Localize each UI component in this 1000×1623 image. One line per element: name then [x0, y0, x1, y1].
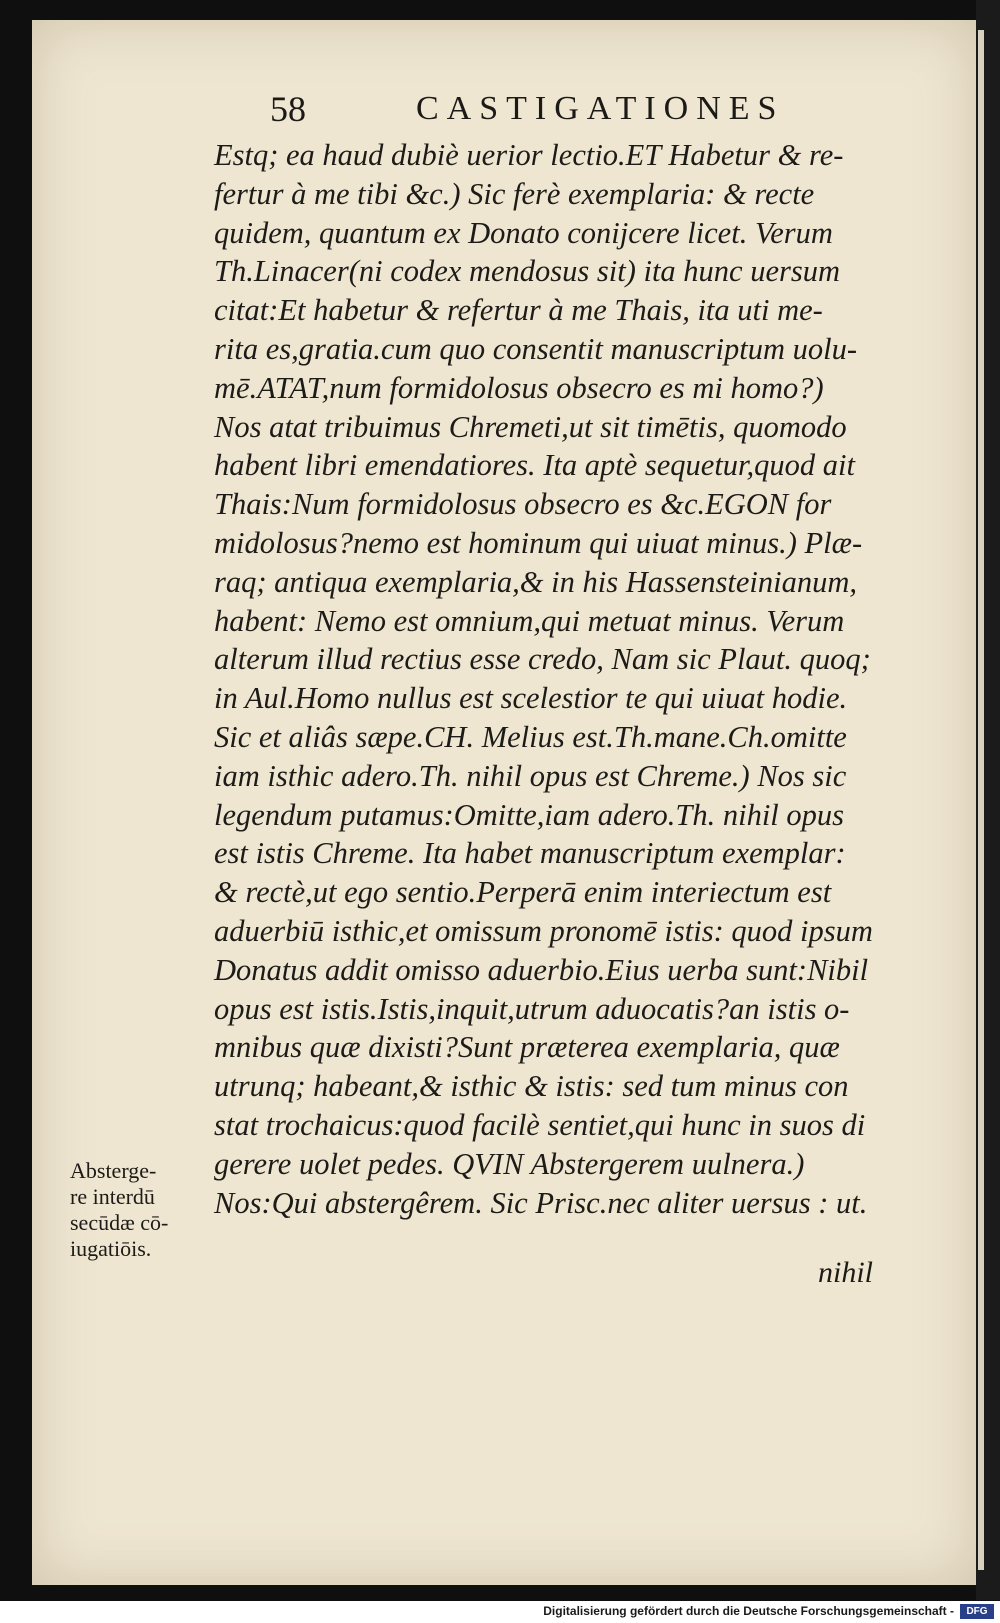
text-line: & rectè,ut ego sentio.Perperā enim interiectum est: [214, 875, 832, 910]
margin-note-line: Absterge-: [70, 1158, 157, 1183]
funding-credit: Digitalisierung gefördert durch die Deutsche Forschungsgemeinschaft -: [543, 1604, 954, 1618]
text-line: quidem, quantum ex Donato conijcere licet. Verum: [214, 215, 833, 250]
main-text: [214, 136, 914, 1222]
page-header: [270, 88, 790, 138]
text-line: Nos:Qui abstergêrem. Sic Prisc.nec aliter uersus : ut.: [214, 1185, 868, 1220]
text-line: Thais:Num formidolosus obsecro es &c.EGON for: [214, 487, 832, 522]
text-line: rita es,gratia.cum quo consentit manuscriptum uolu-: [214, 331, 858, 366]
text-line: midolosus?nemo est hominum qui uiuat minus.) Plæ-: [214, 525, 863, 560]
text-line: legendum putamus:Omitte,iam adero.Th. nihil opus: [214, 797, 845, 832]
text-line: Estq; ea haud dubiè uerior lectio.ET Habetur & re-: [214, 138, 844, 172]
footer-bar: [0, 1601, 1000, 1623]
text-line: fertur à me tibi &c.) Sic ferè exemplaria: & recte: [214, 176, 815, 211]
text-line: Donatus addit omisso aduerbio.Eius uerba sunt:Nibil: [214, 952, 869, 987]
catchword: nihil: [818, 1256, 874, 1289]
page-number: 58: [270, 89, 306, 129]
text-line: stat trochaicus:quod facilè sentiet,qui hunc in suos di: [214, 1107, 866, 1142]
text-line: Nos atat tribuimus Chremeti,ut sit timētis, quomodo: [214, 409, 847, 444]
dfg-logo: DFG: [960, 1604, 994, 1619]
text-line: mē.ATAT,num formidolosus obsecro es mi homo?): [214, 370, 824, 405]
running-head: CASTIGATIONES: [416, 90, 785, 127]
margin-note: [70, 1158, 210, 1262]
page-fold: [978, 30, 984, 1570]
text-line: citat:Et habetur & refertur à me Thais, ita uti me-: [214, 293, 823, 328]
margin-note-line: iugatiōis.: [70, 1236, 152, 1261]
margin-note-line: secūdæ cō-: [70, 1210, 169, 1235]
text-line: Th.Linacer(ni codex mendosus sit) ita hunc uersum: [214, 254, 841, 289]
text-line: est istis Chreme. Ita habet manuscriptum exemplar:: [214, 836, 846, 871]
text-line: raq; antiqua exemplaria,& in his Hassensteinianum,: [214, 564, 858, 599]
margin-note-line: re interdū: [70, 1184, 155, 1209]
text-line: habent: Nemo est omnium,qui metuat minus. Verum: [214, 603, 845, 638]
page-edge: [976, 0, 1000, 1600]
text-line: in Aul.Homo nullus est scelestior te qui uiuat hodie.: [214, 681, 848, 716]
text-line: alterum illud rectius esse credo, Nam sic Plaut. quoq;: [214, 642, 871, 677]
text-line: mnibus quæ dixisti?Sunt præterea exemplaria, quæ: [214, 1030, 840, 1065]
text-line: habent libri emendatiores. Ita aptè sequetur,quod ait: [214, 448, 855, 483]
text-line: gerere uolet pedes. QVIN Abstergerem uulnera.): [214, 1146, 805, 1181]
text-line: utrunq; habeant,& isthic & istis: sed tum minus con: [214, 1069, 849, 1104]
text-line: opus est istis.Istis,inquit,utrum aduocatis?an istis o-: [214, 991, 850, 1026]
text-line: aduerbiū isthic,et omissum pronomē istis: quod ipsum: [214, 913, 873, 948]
text-line: iam isthic adero.Th. nihil opus est Chreme.) Nos sic: [214, 758, 847, 793]
text-line: Sic et aliâs sæpe.CH. Melius est.Th.mane.Ch.omitte: [214, 719, 847, 754]
